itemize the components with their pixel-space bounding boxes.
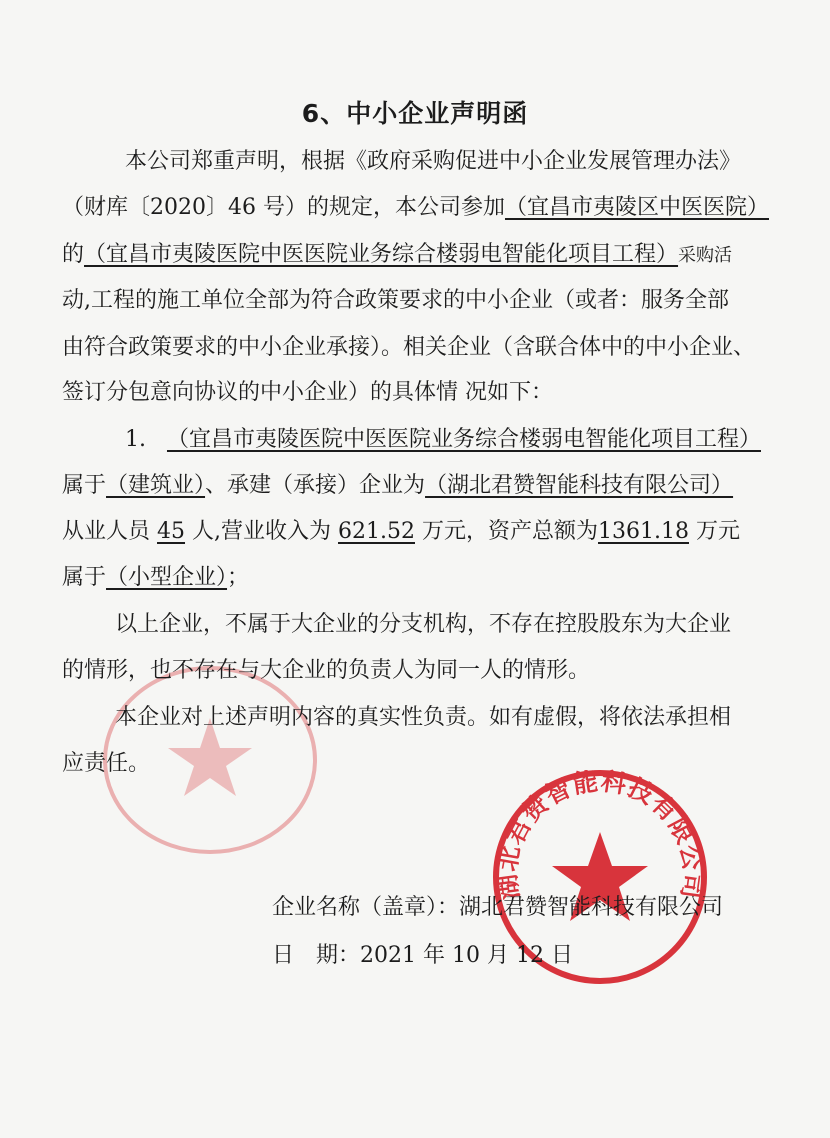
page-title: 6、中小企业声明函 xyxy=(301,99,529,128)
item1-line2: 属于（建筑业）、承建（承接）企业为（湖北君赞智能科技有限公司） xyxy=(62,473,734,498)
purchaser-name: （宜昌市夷陵区中医医院） xyxy=(504,195,769,220)
item1-line4: 属于（小型企业）； xyxy=(62,565,250,590)
item-project-name: （宜昌市夷陵医院中医医院业务综合楼弱电智能化项目工程） xyxy=(166,427,761,452)
signature-company xyxy=(272,893,723,923)
company-name: 湖北君赞智能科技有限公司 xyxy=(459,895,724,920)
para3-line2: 应责任。 xyxy=(62,751,151,776)
para1-line3: 的（宜昌市夷陵医院中医医院业务综合楼弱电智能化项目工程）采购活 xyxy=(62,242,733,267)
para1-line5: 由符合政策要求的中小企业承接）。相关企业（含联合体中的中小企业、 xyxy=(62,335,756,360)
para1-line1: 本公司郑重声明，根据《政府采购促进中小企业发展管理办法》 xyxy=(125,149,742,174)
item1-line1 xyxy=(125,425,761,455)
date-value: 2021 年 10 月 12 日 xyxy=(360,943,573,968)
para1-line6: 签订分包意向协议的中小企业）的具体情 况如下： xyxy=(62,380,553,405)
company-label: 企业名称（盖章）： xyxy=(272,895,460,920)
svg-text:湖北君赞智能科技有限公司: 湖北君赞智能科技有限公司 xyxy=(492,766,708,902)
staff-count: 45 xyxy=(157,519,186,544)
industry-value: （建筑业） xyxy=(106,473,206,498)
para1-line2: （财库〔2020〕46 号）的规定，本公司参加（宜昌市夷陵区中医医院） xyxy=(62,195,769,220)
project-name: （宜昌市夷陵医院中医医院业务综合楼弱电智能化项目工程） xyxy=(84,242,679,267)
para2-line2: 的情形，也不存在与大企业的负责人为同一人的情形。 xyxy=(62,658,591,683)
para3-line1: 本企业对上述声明内容的真实性负责。如有虚假，将依法承担相 xyxy=(115,705,732,730)
date-label: 日 期： xyxy=(272,943,361,968)
para2-line1: 以上企业，不属于大企业的分支机构，不存在控股股东为大企业 xyxy=(115,612,732,637)
company-value: （湖北君赞智能科技有限公司） xyxy=(425,473,734,498)
para1-line4: 动,工程的施工单位全部为符合政策要求的中小企业（或者：服务全部 xyxy=(62,288,729,313)
signature-date xyxy=(272,941,573,971)
item1-line3: 从业人员 45 人,营业收入为 621.52 万元，资产总额为1361.18 万元 xyxy=(62,519,741,544)
enterprise-size: （小型企业） xyxy=(106,565,228,590)
revenue-value: 621.52 xyxy=(338,519,415,544)
item-number: 1. xyxy=(125,427,146,452)
assets-value: 1361.18 xyxy=(598,519,689,544)
